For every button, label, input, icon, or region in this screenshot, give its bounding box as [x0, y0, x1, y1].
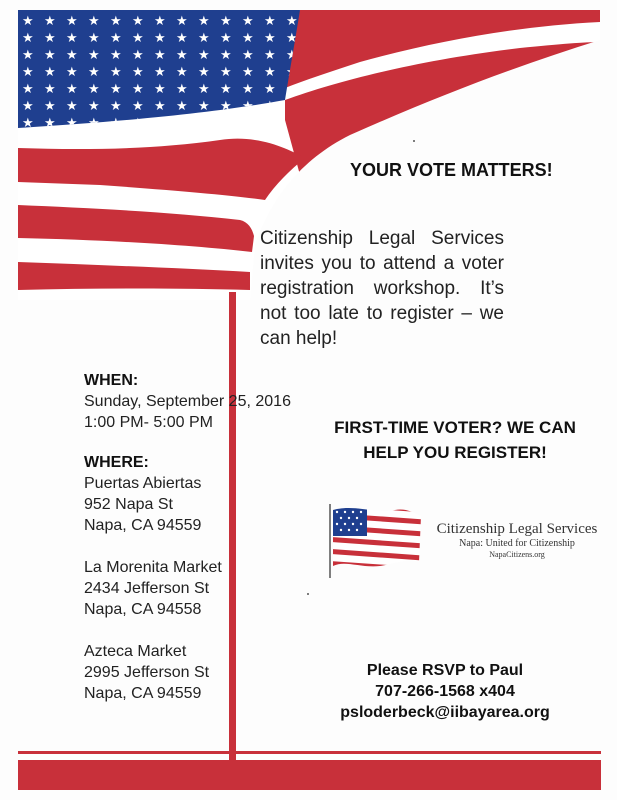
rsvp-phone: 707-266-1568 x404: [375, 683, 515, 700]
rsvp-block: [300, 660, 590, 723]
when-label: WHEN:: [84, 372, 139, 389]
location-city: Napa, CA 94559: [84, 685, 202, 702]
logo-url: NapaCitizens.org: [489, 550, 545, 559]
intro-paragraph: Citizenship Legal Services invites you to attend a voter registration workshop. It’s not too late to register – we can help!: [260, 228, 504, 349]
location-city: Napa, CA 94559: [84, 517, 202, 534]
event-details: [84, 370, 334, 704]
rsvp-line: Please RSVP to Paul: [366, 662, 524, 679]
event-time: 1:00 PM- 5:00 PM: [84, 414, 213, 431]
headline: YOUR VOTE MATTERS!: [350, 160, 553, 180]
first-time-voter-callout: FIRST-TIME VOTER? WE CAN HELP YOU REGISTER!: [334, 418, 576, 462]
location-name: Puertas Abiertas: [84, 475, 202, 492]
footer-rule: [18, 751, 601, 754]
us-flag-icon: [325, 500, 423, 580]
location-name: Azteca Market: [84, 643, 187, 660]
logo-subtitle: Napa: United for Citizenship: [459, 538, 575, 549]
footer-band: [18, 760, 601, 790]
logo-text: [427, 521, 607, 560]
logo-title: Citizenship Legal Services: [436, 521, 598, 537]
location-city: Napa, CA 94558: [84, 601, 202, 618]
print-speck: [413, 140, 415, 142]
location-street: 2995 Jefferson St: [84, 664, 210, 681]
where-label: WHERE:: [84, 454, 149, 471]
rsvp-email: psloderbeck@iibayarea.org: [340, 704, 550, 721]
location-name: La Morenita Market: [84, 559, 222, 576]
event-date: Sunday, September 25, 2016: [84, 393, 291, 410]
location-street: 952 Napa St: [84, 496, 173, 513]
organization-logo: [325, 500, 610, 585]
location-street: 2434 Jefferson St: [84, 580, 210, 597]
